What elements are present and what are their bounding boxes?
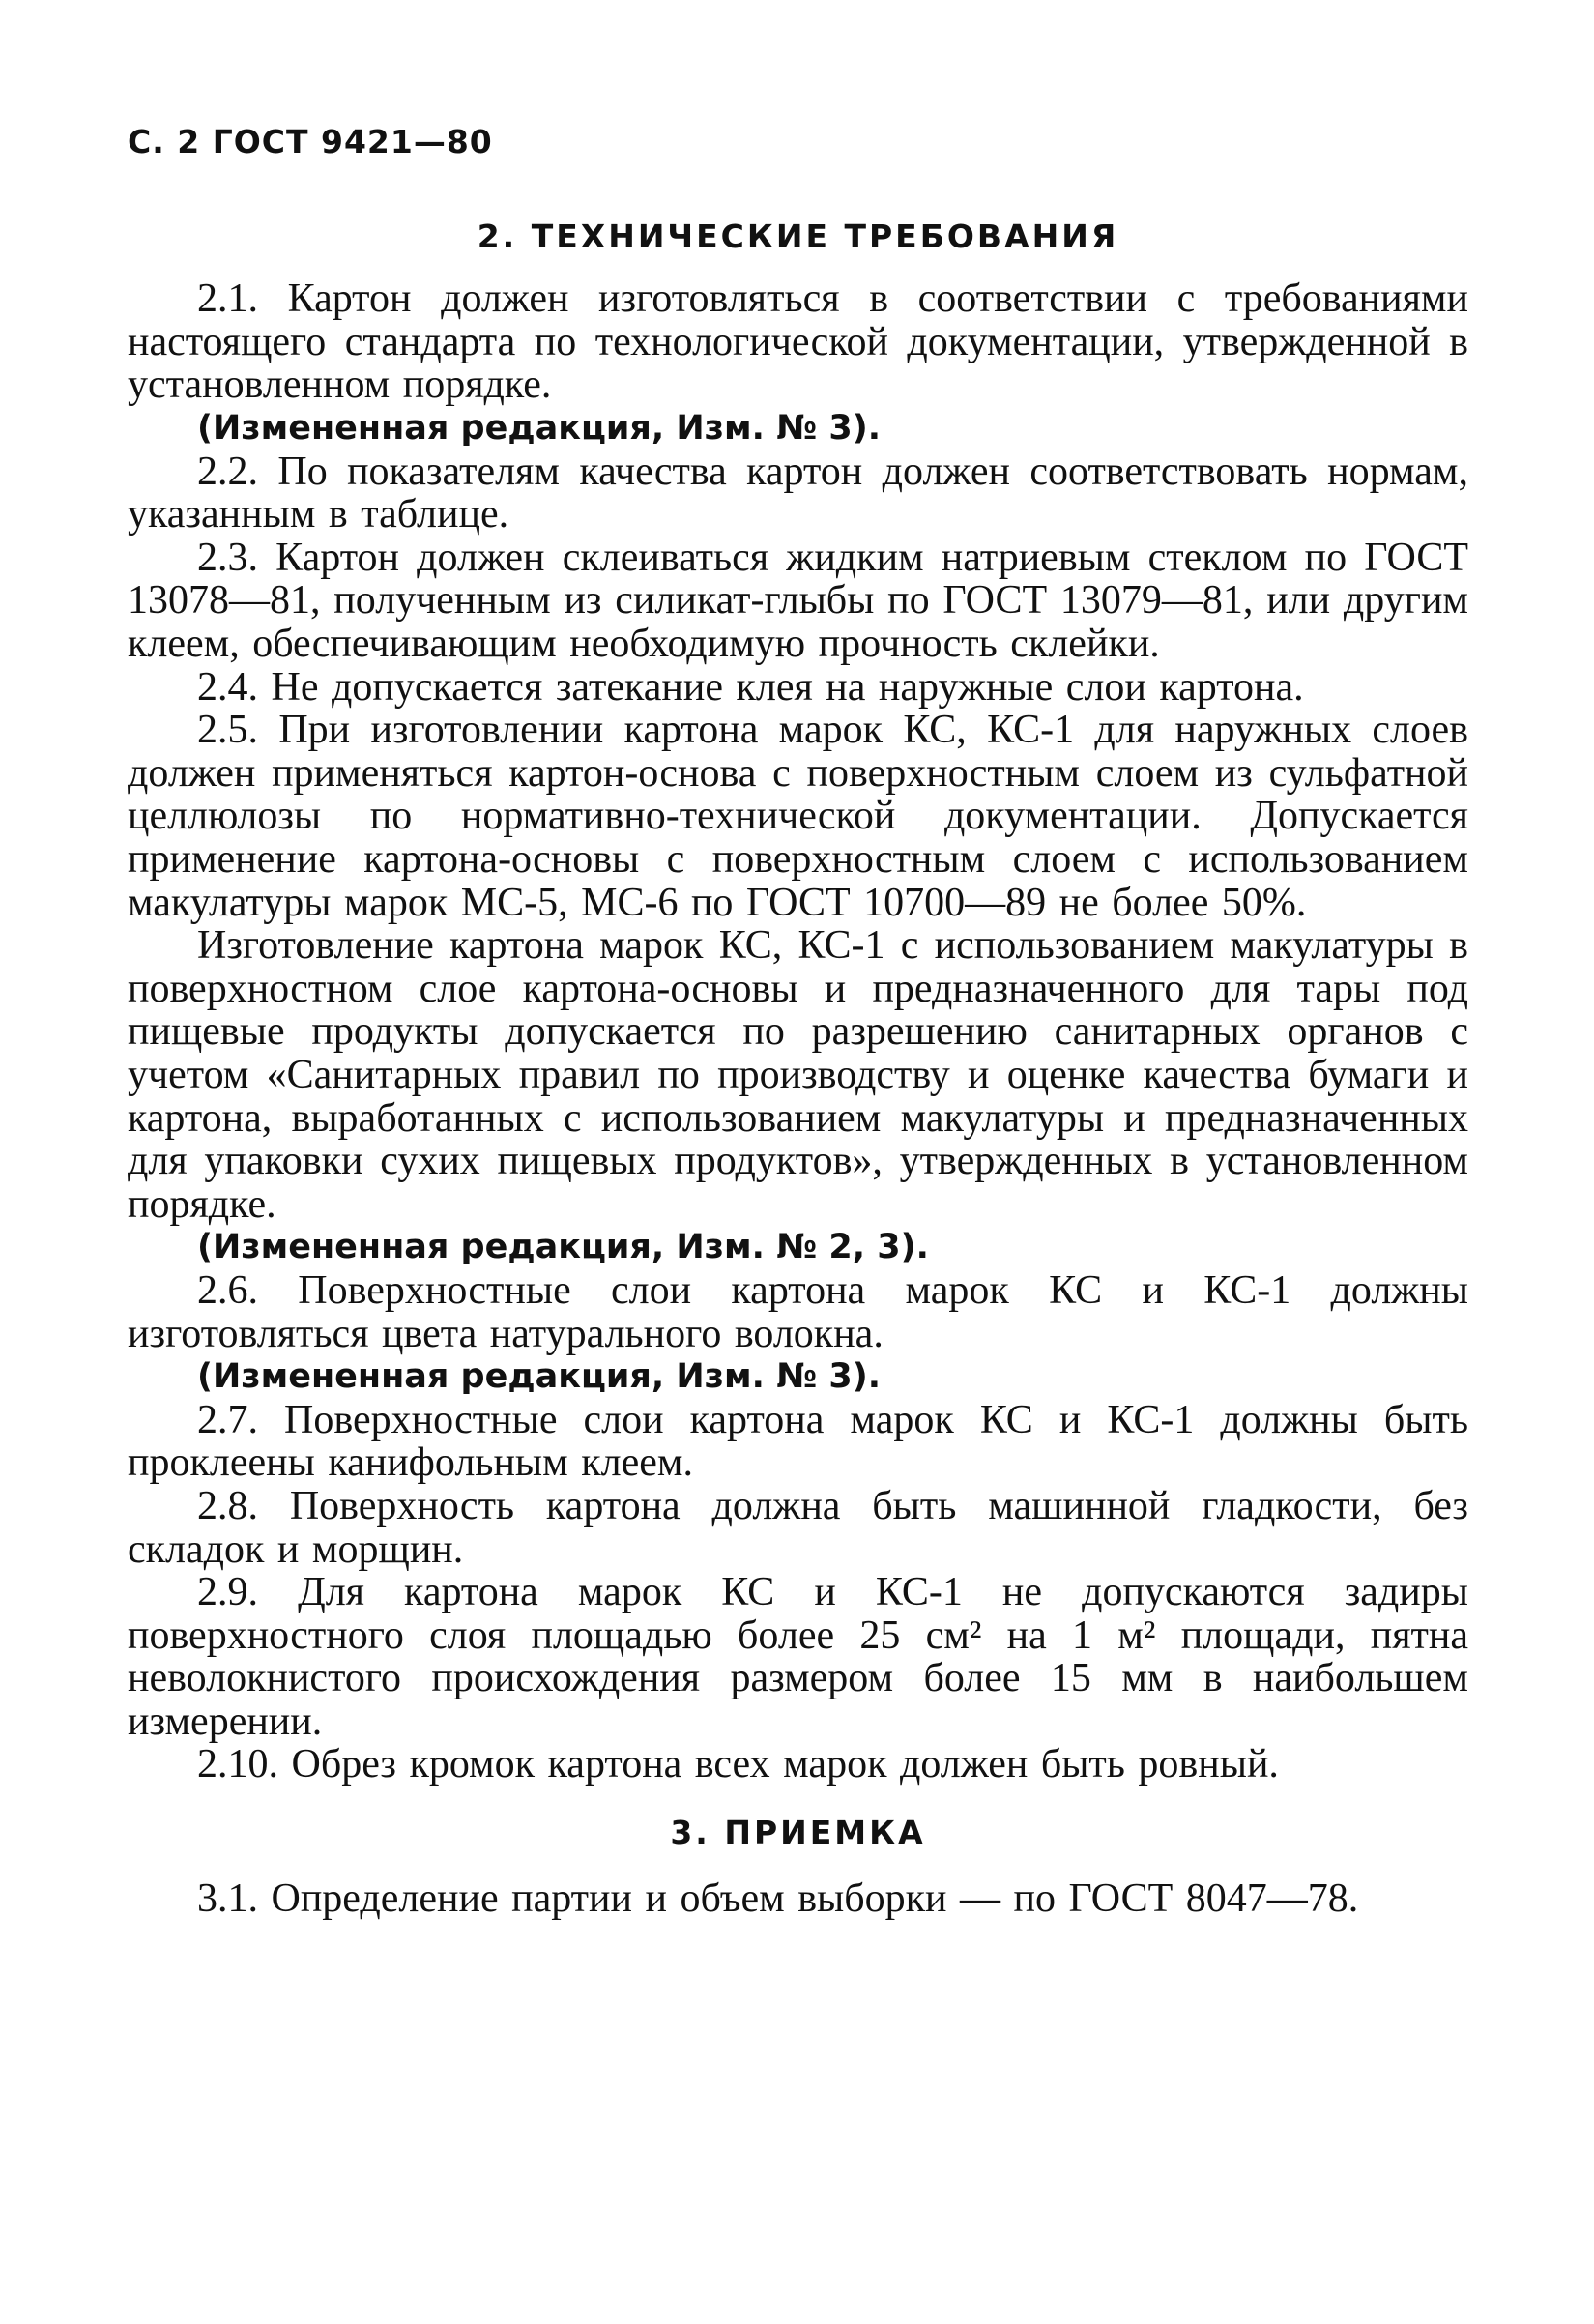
clause-2-9: 2.9. Для картона марок КС и КС-1 не допускаются задиры поверхностного слоя площадью более 25 см² на 1 м² площади, пятна неволокнистого происхождения размером более 15 мм в наибольшем измерении. bbox=[128, 1570, 1468, 1744]
clause-2-5-continued: Изготовление картона марок КС, КС-1 с использованием макулатуры в поверхностном слое картона-основы и предназначенного для тары под пищевые продукты допускается по разрешению санитарных органов с учетом «Санитарных правил по производству и оценке качества бумаги и картона, выработанных с использованием макулатуры и предназначенных для упаковки сухих пищевых продуктов», утвержденных в установленном порядке. bbox=[128, 923, 1468, 1227]
clause-2-3: 2.3. Картон должен склеиваться жидким натриевым стеклом по ГОСТ 13078—81, полученным из силикат-глыбы по ГОСТ 13079—81, или другим клеем, обеспечивающим необходимую прочность склейки. bbox=[128, 535, 1468, 667]
amendment-note-2-6: (Измененная редакция, Изм. № 3). bbox=[197, 1357, 882, 1397]
section-3-title: 3. ПРИЕМКА bbox=[670, 1814, 926, 1852]
amendment-note-2-5: (Измененная редакция, Изм. № 2, 3). bbox=[197, 1228, 929, 1267]
clause-2-5: 2.5. При изготовлении картона марок КС, КС-1 для наружных слоев должен применяться картон-основа с поверхностным слоем из сульфатной целлюлозы по нормативно-технической документации. Допускается применение картона-основы с поверхностным слоем с использованием макулатуры марок МС-5, МС-6 по ГОСТ 10700—89 не более 50%. bbox=[128, 708, 1468, 925]
clause-2-6: 2.6. Поверхностные слои картона марок КС и КС-1 должны изготовляться цвета натурального волокна. bbox=[128, 1267, 1468, 1356]
clause-2-1: 2.1. Картон должен изготовляться в соответствии с требованиями настоящего стандарта по технологической документации, утвержденной в установленном порядке. bbox=[128, 276, 1468, 408]
clause-2-2: 2.2. По показателям качества картон должен соответствовать нормам, указанным в таблице. bbox=[128, 449, 1468, 537]
clause-2-8: 2.8. Поверхность картона должна быть машинной гладкости, без складок и морщин. bbox=[128, 1483, 1468, 1572]
clause-2-4: 2.4. Не допускается затекание клея на наружные слои картона. bbox=[197, 664, 1304, 710]
section-2-title: 2. ТЕХНИЧЕСКИЕ ТРЕБОВАНИЯ bbox=[477, 218, 1119, 255]
running-header: С. 2 ГОСТ 9421—80 bbox=[128, 123, 493, 160]
clause-2-10: 2.10. Обрез кромок картона всех марок должен быть ровный. bbox=[197, 1742, 1279, 1787]
clause-3-1: 3.1. Определение партии и объем выборки — по ГОСТ 8047—78. bbox=[197, 1876, 1359, 1922]
amendment-note-2-1: (Измененная редакция, Изм. № 3). bbox=[197, 409, 882, 449]
clause-2-7: 2.7. Поверхностные слои картона марок КС и КС-1 должны быть проклеены канифольным клеем. bbox=[128, 1397, 1468, 1486]
